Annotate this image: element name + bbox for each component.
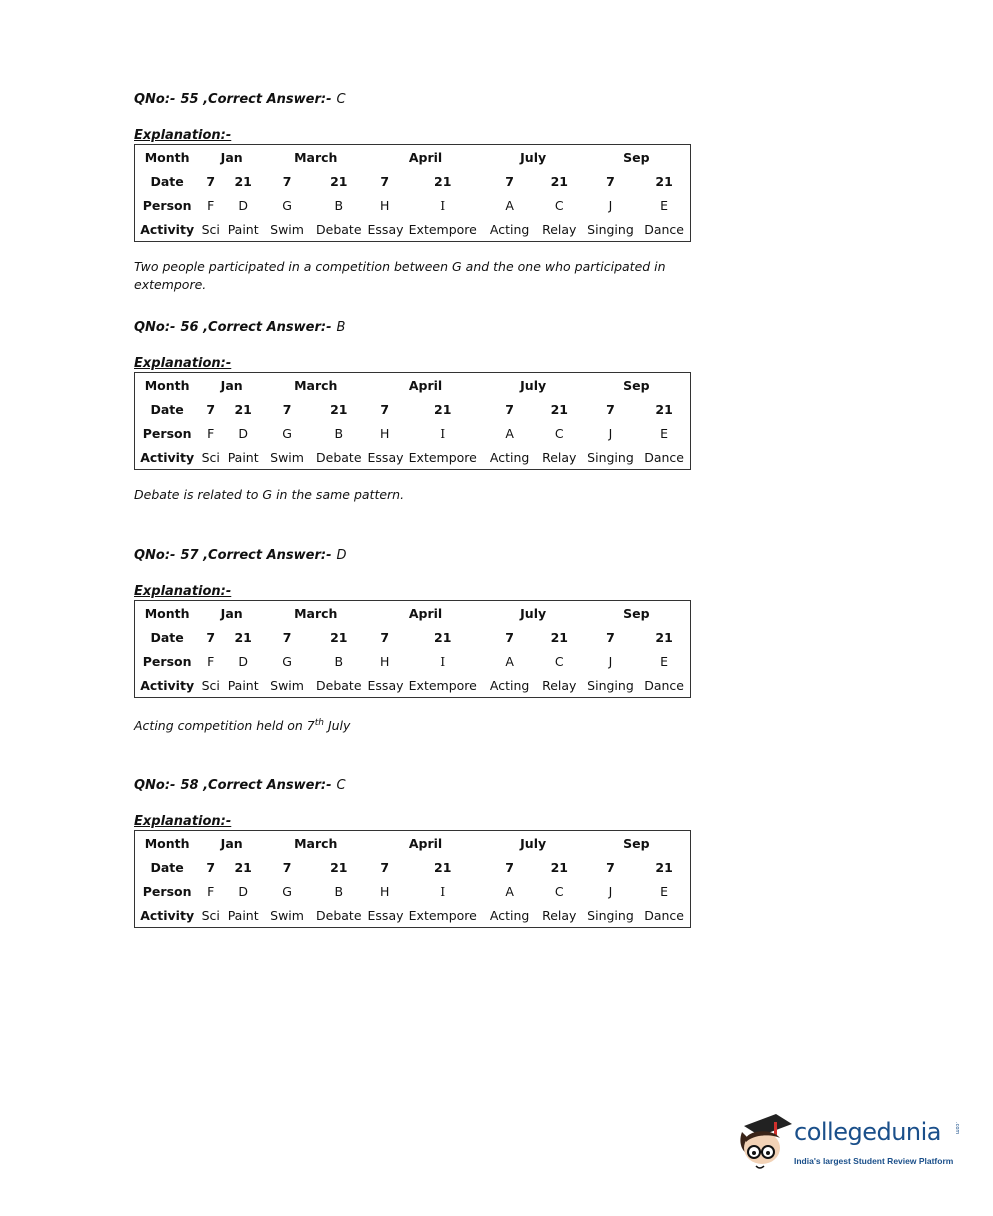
- person-cell: D: [238, 653, 248, 669]
- activity-cell: Debate: [316, 221, 362, 237]
- person-cell: F: [207, 425, 215, 441]
- month-cell: March: [294, 149, 338, 165]
- person-cell: H: [380, 425, 390, 441]
- month-cell: Sep: [623, 835, 650, 851]
- date-cell: 21: [434, 401, 452, 417]
- date-cell: 7: [206, 629, 216, 645]
- month-cell: July: [520, 835, 547, 851]
- date-cell: 21: [655, 173, 673, 189]
- person-cell: D: [238, 883, 248, 899]
- explanation-label: Explanation:-: [134, 128, 232, 143]
- activity-row: [135, 903, 691, 928]
- date-cell: 7: [505, 629, 514, 645]
- row-label: Person: [142, 653, 192, 669]
- activity-cell: Acting: [489, 221, 530, 237]
- person-cell: B: [334, 425, 344, 441]
- activity-cell: Dance: [644, 677, 684, 693]
- row-label: Month: [144, 377, 190, 393]
- row-label: Month: [144, 605, 190, 621]
- date-cell: 21: [434, 629, 452, 645]
- person-cell: J: [608, 425, 613, 441]
- question-number: 55: [180, 92, 199, 107]
- activity-cell: Relay: [542, 449, 577, 465]
- date-cell: 21: [330, 629, 348, 645]
- date-cell: 21: [330, 859, 348, 875]
- activity-cell: Sci: [201, 221, 220, 237]
- date-row: [135, 625, 691, 649]
- activity-cell: Singing: [587, 221, 634, 237]
- brand-name: collegedunia: [794, 1118, 942, 1146]
- explanation-note: Debate is related to G in the same pattern.: [134, 487, 405, 502]
- month-cell: Sep: [623, 377, 650, 393]
- activity-cell: Extempore: [408, 449, 477, 465]
- date-cell: 21: [234, 859, 252, 875]
- activity-cell: Dance: [644, 907, 684, 923]
- row-label: Date: [150, 859, 184, 875]
- row-label: Activity: [140, 449, 195, 465]
- date-cell: 21: [550, 629, 568, 645]
- month-cell: July: [520, 377, 547, 393]
- date-cell: 7: [606, 859, 615, 875]
- date-cell: 7: [380, 401, 390, 417]
- person-row: [135, 193, 691, 217]
- month-row: [135, 373, 691, 398]
- month-row: [135, 145, 691, 170]
- explanation-label: Explanation:-: [134, 356, 232, 371]
- person-cell: A: [505, 197, 514, 213]
- activity-cell: Singing: [587, 449, 634, 465]
- activity-cell: Swim: [270, 221, 304, 237]
- row-label: Month: [144, 149, 190, 165]
- month-cell: April: [408, 377, 443, 393]
- month-cell: Jan: [220, 605, 243, 621]
- person-cell: C: [554, 197, 564, 213]
- activity-cell: Sci: [201, 449, 220, 465]
- activity-cell: Sci: [201, 907, 220, 923]
- question-58: [134, 777, 734, 928]
- month-cell: March: [294, 605, 338, 621]
- correct-answer: D: [336, 548, 347, 563]
- person-row: [135, 879, 691, 903]
- date-cell: 7: [282, 173, 292, 189]
- date-cell: 7: [606, 173, 615, 189]
- activity-cell: Swim: [270, 907, 304, 923]
- person-cell: C: [554, 425, 564, 441]
- question-number: 56: [180, 320, 199, 335]
- person-cell: F: [207, 883, 215, 899]
- answer-label: ,Correct Answer:-: [203, 92, 332, 107]
- date-cell: 7: [505, 859, 514, 875]
- person-cell: B: [334, 883, 344, 899]
- person-cell: I: [440, 197, 446, 213]
- month-row: [135, 601, 691, 626]
- date-row: [135, 397, 691, 421]
- date-cell: 7: [282, 401, 292, 417]
- date-cell: 21: [234, 401, 252, 417]
- activity-cell: Paint: [227, 677, 259, 693]
- month-cell: July: [520, 605, 547, 621]
- row-label: Date: [150, 173, 184, 189]
- mascot-icon: [736, 1108, 794, 1174]
- person-cell: C: [554, 653, 564, 669]
- qno-label: QNo:-: [134, 320, 176, 335]
- explanation-note: [134, 714, 734, 735]
- month-row: [135, 831, 691, 856]
- activity-cell: Dance: [644, 221, 684, 237]
- correct-answer: C: [336, 92, 346, 107]
- question-number: 58: [180, 778, 199, 793]
- row-label: Activity: [140, 677, 195, 693]
- month-cell: April: [408, 605, 443, 621]
- person-cell: J: [608, 197, 613, 213]
- person-cell: H: [380, 883, 390, 899]
- activity-cell: Paint: [227, 221, 259, 237]
- row-label: Month: [144, 835, 190, 851]
- activity-row: [135, 673, 691, 698]
- activity-cell: Extempore: [408, 907, 477, 923]
- question-57: [134, 547, 734, 735]
- brand-tagline: India's largest Student Review Platform: [794, 1156, 954, 1166]
- activity-cell: Essay: [367, 907, 404, 923]
- activity-cell: Extempore: [408, 221, 477, 237]
- row-label: Date: [150, 401, 184, 417]
- date-cell: 7: [606, 401, 615, 417]
- activity-cell: Sci: [201, 677, 220, 693]
- activity-cell: Debate: [316, 677, 362, 693]
- person-row: [135, 649, 691, 673]
- question-header: [134, 91, 734, 109]
- month-cell: Sep: [623, 149, 650, 165]
- schedule-table: [134, 144, 691, 242]
- month-cell: Jan: [220, 149, 243, 165]
- date-cell: 7: [606, 629, 615, 645]
- date-cell: 21: [330, 173, 348, 189]
- person-cell: I: [440, 425, 446, 441]
- schedule-table: [134, 600, 691, 698]
- row-label: Date: [150, 629, 184, 645]
- person-cell: D: [238, 197, 248, 213]
- date-cell: 7: [206, 173, 216, 189]
- person-cell: D: [238, 425, 248, 441]
- date-cell: 7: [206, 401, 216, 417]
- month-cell: Sep: [623, 605, 650, 621]
- date-cell: 21: [550, 401, 568, 417]
- date-cell: 7: [380, 859, 390, 875]
- answer-label: ,Correct Answer:-: [203, 548, 332, 563]
- person-cell: G: [282, 197, 292, 213]
- activity-cell: Debate: [316, 449, 362, 465]
- date-cell: 21: [550, 173, 568, 189]
- answer-label: ,Correct Answer:-: [203, 320, 332, 335]
- date-cell: 21: [434, 859, 452, 875]
- date-cell: 21: [655, 629, 673, 645]
- date-cell: 21: [434, 173, 452, 189]
- question-header: [134, 777, 734, 795]
- note-text: Acting competition held on 7: [134, 718, 315, 734]
- activity-cell: Paint: [227, 449, 259, 465]
- row-label: Person: [142, 883, 192, 899]
- person-cell: B: [334, 197, 344, 213]
- activity-cell: Acting: [489, 449, 530, 465]
- month-cell: Jan: [220, 835, 243, 851]
- activity-cell: Acting: [489, 677, 530, 693]
- question-header: [134, 547, 734, 565]
- date-cell: 7: [282, 629, 292, 645]
- person-cell: E: [660, 653, 669, 669]
- person-cell: H: [380, 197, 390, 213]
- date-cell: 21: [234, 173, 252, 189]
- qno-label: QNo:-: [134, 548, 176, 563]
- person-cell: G: [282, 883, 292, 899]
- question-number: 57: [180, 548, 199, 563]
- activity-cell: Debate: [316, 907, 362, 923]
- activity-cell: Relay: [542, 677, 577, 693]
- activity-row: [135, 445, 691, 470]
- person-cell: E: [660, 425, 669, 441]
- explanation-label: Explanation:-: [134, 814, 232, 829]
- row-label: Activity: [140, 907, 195, 923]
- month-cell: April: [408, 149, 443, 165]
- activity-cell: Singing: [587, 677, 634, 693]
- collegedunia-logo: [736, 1108, 966, 1178]
- row-label: Person: [142, 425, 192, 441]
- date-cell: 7: [380, 629, 390, 645]
- person-cell: E: [660, 883, 669, 899]
- activity-cell: Acting: [489, 907, 530, 923]
- person-cell: G: [282, 653, 292, 669]
- activity-cell: Essay: [367, 449, 404, 465]
- date-row: [135, 855, 691, 879]
- person-cell: A: [505, 425, 514, 441]
- activity-cell: Swim: [270, 449, 304, 465]
- schedule-table: [134, 830, 691, 928]
- qno-label: QNo:-: [134, 778, 176, 793]
- qno-label: QNo:-: [134, 92, 176, 107]
- activity-row: [135, 217, 691, 242]
- person-cell: A: [505, 653, 514, 669]
- activity-cell: Essay: [367, 677, 404, 693]
- date-cell: 7: [505, 173, 514, 189]
- person-cell: J: [608, 883, 613, 899]
- answer-label: ,Correct Answer:-: [203, 778, 332, 793]
- schedule-table: [134, 372, 691, 470]
- month-cell: April: [408, 835, 443, 851]
- activity-cell: Dance: [644, 449, 684, 465]
- date-cell: 21: [234, 629, 252, 645]
- activity-cell: Singing: [587, 907, 634, 923]
- activity-cell: Relay: [542, 907, 577, 923]
- activity-cell: Relay: [542, 221, 577, 237]
- date-cell: 21: [550, 859, 568, 875]
- activity-cell: Swim: [270, 677, 304, 693]
- person-cell: I: [440, 653, 446, 669]
- person-cell: H: [380, 653, 390, 669]
- correct-answer: B: [336, 320, 346, 335]
- date-cell: 7: [282, 859, 292, 875]
- explanation-label: Explanation:-: [134, 584, 232, 599]
- date-cell: 21: [655, 859, 673, 875]
- person-cell: C: [554, 883, 564, 899]
- question-56: [134, 319, 734, 504]
- brand-dotcom: .com: [954, 1122, 960, 1135]
- month-cell: July: [520, 149, 547, 165]
- question-header: [134, 319, 734, 337]
- date-cell: 7: [206, 859, 216, 875]
- person-row: [135, 421, 691, 445]
- month-cell: March: [294, 377, 338, 393]
- note-superscript: th: [314, 718, 324, 728]
- note-text: July: [323, 718, 351, 734]
- date-cell: 7: [380, 173, 390, 189]
- person-cell: A: [505, 883, 514, 899]
- correct-answer: C: [336, 778, 346, 793]
- month-cell: March: [294, 835, 338, 851]
- activity-cell: Extempore: [408, 677, 477, 693]
- question-55: [134, 91, 734, 294]
- activity-cell: Essay: [367, 221, 404, 237]
- person-cell: F: [207, 653, 215, 669]
- date-cell: 7: [505, 401, 514, 417]
- row-label: Person: [142, 197, 192, 213]
- person-cell: B: [334, 653, 344, 669]
- person-cell: J: [608, 653, 613, 669]
- person-cell: G: [282, 425, 292, 441]
- date-row: [135, 169, 691, 193]
- person-cell: I: [440, 883, 446, 899]
- month-cell: Jan: [220, 377, 243, 393]
- person-cell: F: [207, 197, 215, 213]
- activity-cell: Paint: [227, 907, 259, 923]
- person-cell: E: [660, 197, 669, 213]
- date-cell: 21: [330, 401, 348, 417]
- date-cell: 21: [655, 401, 673, 417]
- explanation-note: Two people participated in a competition between G and the one who participated in extempore.: [134, 259, 666, 292]
- row-label: Activity: [140, 221, 195, 237]
